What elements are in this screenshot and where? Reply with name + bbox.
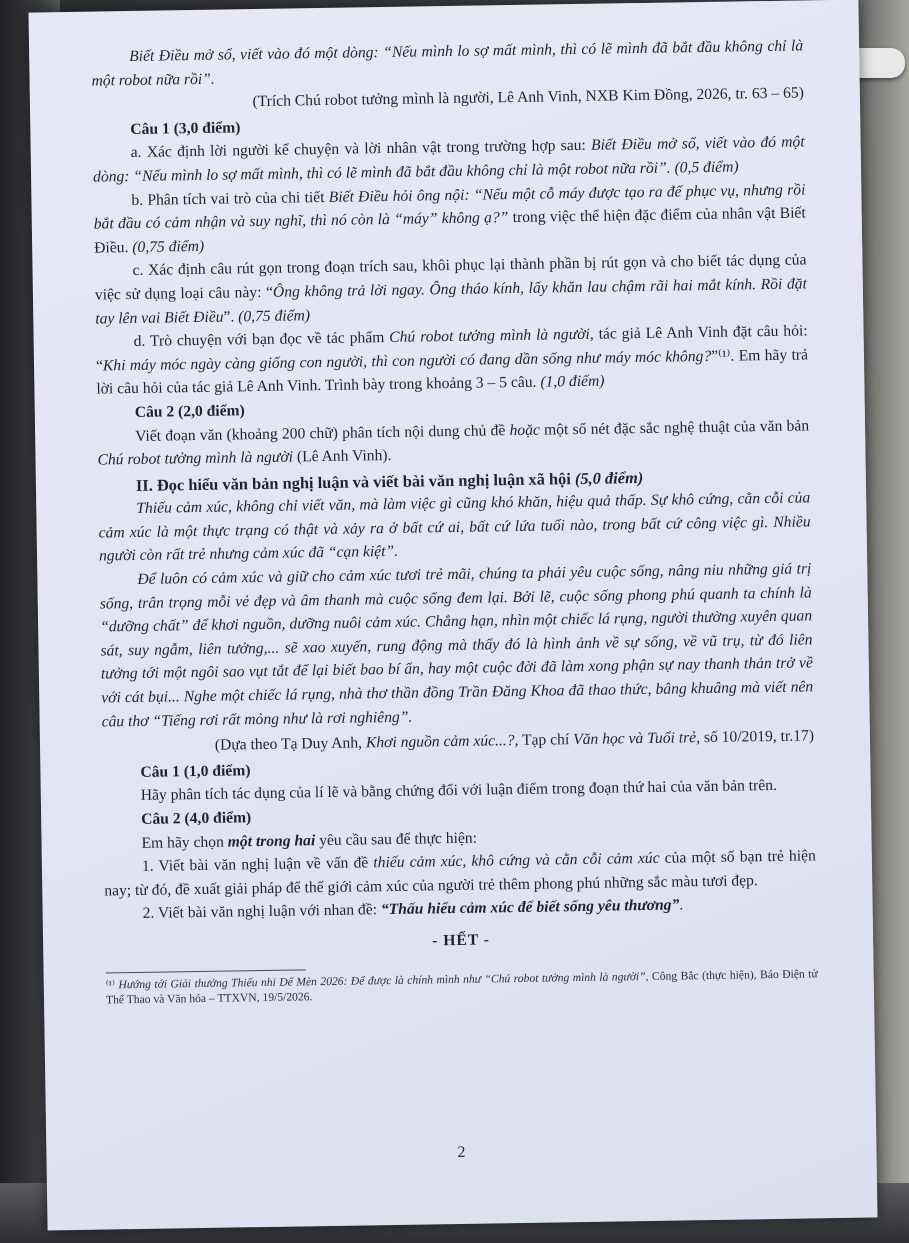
- source-2-b: , Tạp chí: [514, 731, 574, 750]
- q1b-quote: Biết Điều hỏi ông nội: “Nếu một cỗ máy được tạo ra để phục vụ, nhưng rồi bắt đầu có cảm nhận và suy nghĩ, thì nó còn là “máy” không ạ?”: [93, 180, 806, 233]
- q1b-tail: trong việc thể hiện đặc điểm của nhân vật Biết Điều.: [94, 204, 806, 257]
- q1d-title: Chú robot tưởng mình là người: [389, 325, 590, 347]
- p2q1-heading: Câu 1 (1,0 điểm): [140, 762, 251, 781]
- sheet-content: [91, 34, 818, 1008]
- q1c-text: c. Xác định câu rút gọn trong đoạn trích sau, khôi phục lại thành phần bị rút gọn và cho biết tác dụng của việc sử dụng loại câu này: “: [94, 251, 807, 304]
- q1d-paragraph: [95, 320, 808, 402]
- paper-clip-icon: [853, 48, 905, 78]
- q1d-quote: Khi máy móc ngày càng giống con người, thì con người có đang dần sống như máy móc không?: [102, 347, 712, 375]
- q1-heading: Câu 1 (3,0 điểm): [130, 119, 241, 138]
- p2q2-text-b: yêu cầu sau để thực hiện:: [315, 829, 478, 849]
- p2q1-paragraph: Hãy phân tích tác dụng của lí lẽ và bằng chứng đối với luận điểm trong đoạn thứ hai của văn bản trên.: [140, 777, 778, 805]
- source-2-title: Khơi nguồn cảm xúc...?: [365, 732, 515, 752]
- q1d-mid: , tác giả Lê Anh Vinh đặt câu hỏi: “: [95, 322, 808, 375]
- option-1-italic: thiếu cảm xúc, khô cứng và cằn cỗi cảm xúc: [373, 849, 660, 872]
- q1c-quote: Ông không trả lời ngay. Ông tháo kính, lấy khăn lau chậm rãi hai mắt kính. Rồi đặt tay lên vai Biết Điều: [95, 275, 807, 328]
- intro-text: Biết Điều mở sổ, viết vào đó một dòng: “Nếu mình lo sợ mất mình, thì có lẽ mình đã bắt đầu không chỉ là một robot nữa rồi”.: [91, 37, 804, 90]
- source-2-a: (Dựa theo Tạ Duy Anh,: [214, 734, 367, 754]
- source-2-magazine: Văn học và Tuổi trẻ: [572, 729, 697, 749]
- footnote: [106, 966, 818, 1008]
- footnote-source: , Công Bắc (thực hiện), Báo Điện tử Thể Thao và Văn hóa – TTXVN, 19/5/2026.: [105, 966, 818, 1007]
- q1d-tail: . Em hãy trả lời câu hỏi của tác giả Lê Anh Vinh. Trình bày trong khoảng 3 – 5 câu.: [96, 346, 809, 398]
- q1d-score: (1,0 điểm): [540, 372, 605, 391]
- q2-or: hoặc: [509, 421, 540, 439]
- q1b-text: b. Phân tích vai trò của chi tiết: [131, 188, 329, 209]
- option-1-b: của một số bạn trẻ hiện nay; từ đó, đề xuất giải pháp để thế giới cảm xúc của người trẻ thêm phong phú những sắc màu tươi đẹp.: [104, 847, 816, 900]
- q2-title: Chú robot tưởng mình là người: [97, 448, 294, 469]
- option-1-a: 1. Viết bài văn nghị luận về vấn đề: [141, 854, 374, 876]
- q1b-score: (0,75 điểm): [132, 237, 205, 256]
- q1d-text: d. Trò chuyện với bạn đọc về tác phẩm: [133, 329, 390, 351]
- footnote-marker: ⁽¹⁾: [105, 977, 119, 992]
- option-2-a: 2. Viết bài văn nghị luận với nhan đề:: [142, 901, 382, 923]
- option-2-b: .: [679, 896, 684, 914]
- q1d-footnote-ref: ”⁽¹⁾: [711, 347, 731, 365]
- passage-1-text: Thiếu cảm xúc, không chỉ viết văn, mà làm việc gì cũng khó khăn, hiệu quả thấp. Sự khô cứng, cằn cỗi của cảm xúc là một thực trạng có thật và xảy ra ở bất cứ ai, bất cứ lứa tuổi nào, trong bất cứ công việc gì. Nhiều người còn rất trẻ nhưng cảm xúc đã “cạn kiệt”.: [98, 489, 811, 566]
- q1b-paragraph: [93, 178, 806, 260]
- footnote-title: Hướng tới Giải thưởng Thiếu nhi Dế Mèn 2026: Để được là chính mình như “Chú robot tưởng mình là người”: [118, 969, 646, 991]
- passage-2-text: Để luôn có cảm xúc và giữ cho cảm xúc tươi trẻ mãi, chúng ta phải yêu cuộc sống, nâng niu những giá trị sống, trân trọng mỗi vẻ đẹp và âm thanh mà cuộc sống đem lại. Bởi lẽ, cuộc sống phong phú quanh ta chính là “dưỡng chất” để khơi nguồn, dưỡng nuôi cảm xúc. Chẳng hạn, nhìn một chiếc lá rụng, người thường xuyên quan sát, suy ngẫm, liên tưởng,... sẽ xao xuyến, rung động mà thấy đó là hình ảnh về sự sống, về vũ trụ, từ đó liên tưởng tới một ngôi sao vụt tắt để lại biết bao bí ẩn, hay một cuộc đời đã làm xong phận sự nay thanh thản trở về với cát bụi... Nghe một chiếc lá rụng, nhà thơ thần đồng Trần Đăng Khoa đã thao thức, bâng khuâng mà viết nên câu thơ “Tiếng rơi rất mỏng như là rơi nghiêng”.: [99, 560, 814, 731]
- q2-text-c: (Lê Anh Vinh).: [292, 447, 392, 466]
- part2-title: II. Đọc hiểu văn bản nghị luận và viết bài văn nghị luận xã hội: [135, 468, 576, 495]
- part2-score: (5,0 điểm): [574, 467, 644, 488]
- footnote-divider: [106, 969, 306, 973]
- q1a-text: a. Xác định lời người kể chuyện và lời nhân vật trong trường hợp sau:: [130, 137, 592, 162]
- option-2-title: “Thấu hiểu cảm xúc để biết sống yêu thương”: [380, 896, 680, 919]
- end-mark: - HẾT -: [432, 931, 491, 950]
- p2q2-text-a: Em hãy chọn: [141, 833, 228, 852]
- q2-heading: Câu 2 (2,0 điểm): [134, 402, 245, 421]
- source-2-c: , số 10/2019, tr.17): [695, 727, 815, 747]
- page-number: 2: [457, 1143, 466, 1161]
- q2-text-b: một số nét đặc sắc nghệ thuật của văn bản: [539, 416, 810, 439]
- q1c-score: (0,75 điểm): [238, 306, 311, 325]
- source-1-text: (Trích Chú robot tưởng mình là người, Lê Anh Vinh, NXB Kim Đồng, 2026, tr. 63 – 65): [252, 84, 804, 111]
- exam-sheet: [28, 0, 877, 1230]
- p2q2-emphasis: một trong hai: [227, 831, 316, 851]
- q2-text-a: Viết đoạn văn (khoảng 200 chữ) phân tích nội dung chủ đề: [135, 421, 510, 445]
- q1c-tail: ”.: [223, 307, 239, 326]
- q1c-paragraph: [94, 249, 807, 331]
- passage-paragraph-1: [98, 487, 811, 569]
- p2q2-heading: Câu 2 (4,0 điểm): [141, 809, 252, 828]
- q1a-quote: Biết Điều mở sổ, viết vào đó một dòng: “Nếu mình lo sợ mất mình, thì có lẽ mình đã bắt đầu không chỉ là một robot nữa rồi”. (0,5 điểm): [92, 133, 805, 186]
- passage-paragraph-2: [99, 557, 814, 733]
